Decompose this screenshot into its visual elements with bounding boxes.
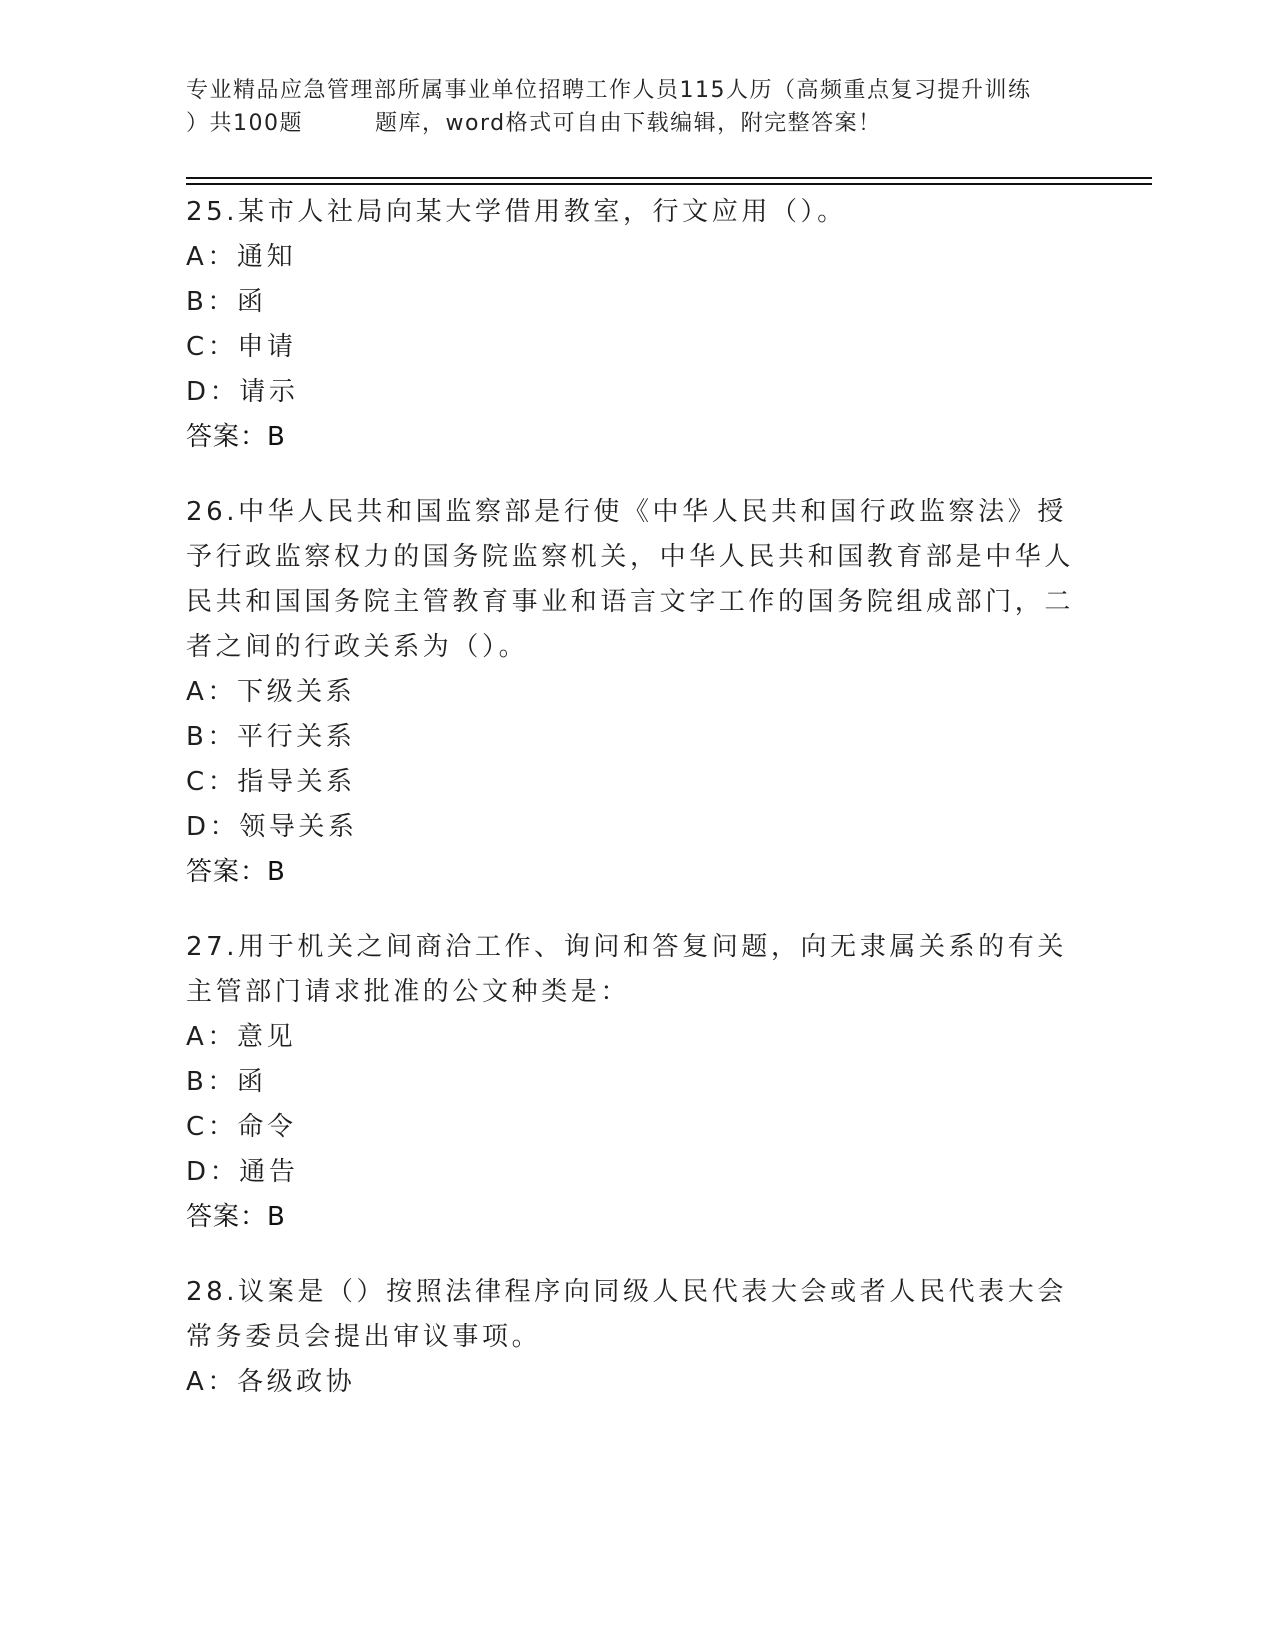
question-25 [186,190,1086,460]
option-a: A：通知 [186,242,297,272]
option-a: A：意见 [186,1022,297,1052]
option-b: B：平行关系 [186,722,356,752]
option-c: C：申请 [186,332,297,362]
answer-label: 答案：B [186,422,286,452]
option-a: A：下级关系 [186,677,356,707]
question-text: 26.中华人民共和国监察部是行使《中华人民共和国行政监察法》授予行政监察权力的国务院监察机关，中华人民共和国教育部是中华人民共和国国务院主管教育事业和语言文字工作的国务院组成部门，二者之间的行政关系为（）。 [186,497,1075,662]
option-c: C：命令 [186,1112,297,1142]
question-text: 25.某市人社局向某大学借用教室，行文应用（）。 [186,197,847,227]
header-divider-bottom [186,183,1152,185]
question-text: 28.议案是（）按照法律程序向同级人民代表大会或者人民代表大会常务委员会提出审议事项。 [186,1277,1067,1352]
answer-label: 答案：B [186,857,286,887]
option-b: B：函 [186,1067,267,1097]
header-title-line1: 专业精品应急管理部所属事业单位招聘工作人员115人历（高频重点复习提升训练 [186,78,1032,103]
question-text: 27.用于机关之间商洽工作、询问和答复问题，向无隶属关系的有关主管部门请求批准的公文种类是： [186,932,1067,1007]
question-list [186,190,1086,1435]
question-27 [186,925,1086,1240]
option-d: D：请示 [186,377,299,407]
option-d: D：领导关系 [186,812,358,842]
header-title-line2 [186,107,1086,140]
answer-label: 答案：B [186,1202,286,1232]
header-title-line2-end: 题库，word格式可自由下载编辑，附完整答案！ [375,111,882,136]
header-divider-top [186,177,1152,179]
question-26 [186,490,1086,895]
header-title-line2-start: ）共100题 [186,111,303,136]
option-c: C：指导关系 [186,767,356,797]
question-28 [186,1270,1086,1405]
option-a: A：各级政协 [186,1367,356,1397]
option-d: D：通告 [186,1157,299,1187]
option-b: B：函 [186,287,267,317]
document-header [186,74,1086,140]
